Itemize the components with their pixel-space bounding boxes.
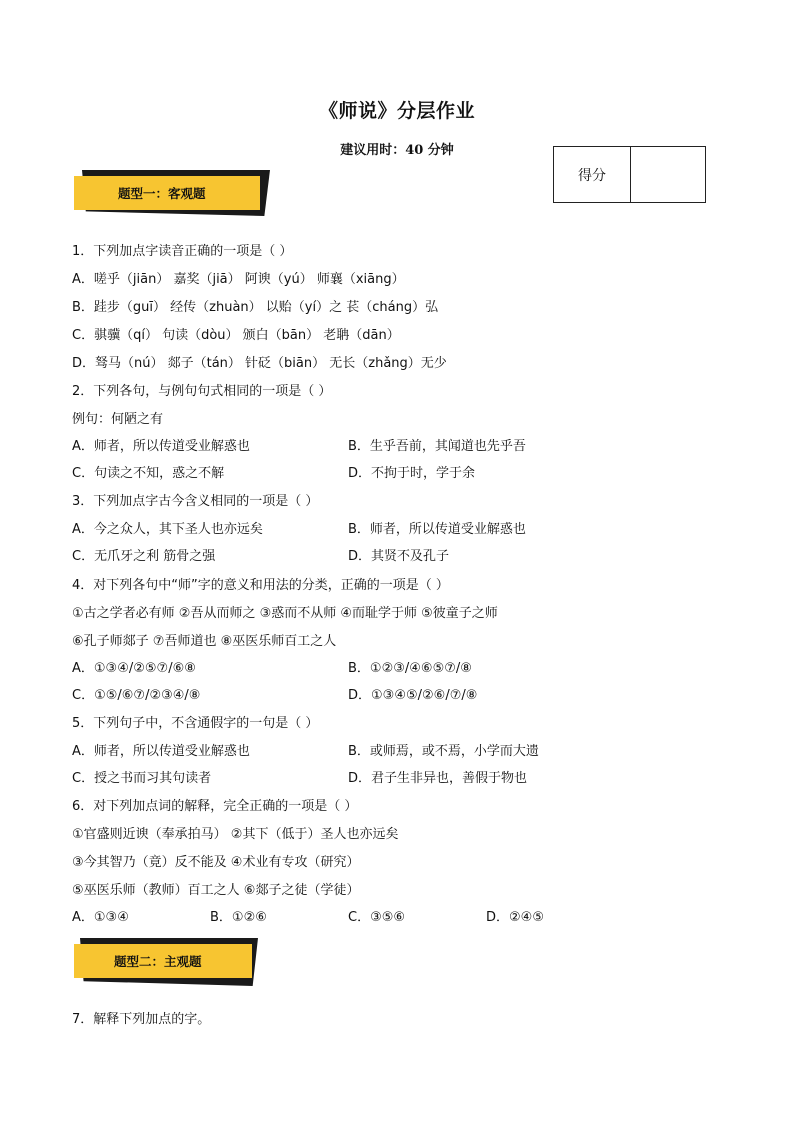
q3-option-b: B．师者，所以传道受业解惑也 (348, 522, 526, 537)
q3-option-d: D．其贤不及孔子 (348, 549, 450, 564)
q5-option-d: D．君子生非异也，善假于物也 (348, 771, 528, 786)
q3-option-c: C．无爪牙之利 筋骨之强 (72, 549, 216, 564)
q1-option-b: B．跬步（guī） 经传（zhuàn） 以贻（yí）之 苌（cháng）弘 (72, 300, 439, 315)
q2-option-d: D．不拘于时，学于余 (348, 466, 476, 481)
q3-option-a: A．今之众人，其下圣人也亦远矣 (72, 522, 263, 537)
q1-option-d: D．驽马（nú） 郯子（tán） 针砭（biān） 无长（zhǎng）无少 (72, 356, 447, 371)
q6-option-a: A．①③④ (72, 910, 129, 925)
q6-item-line2: ③今其智乃（竟）反不能及 ④术业有专攻（研究） (72, 855, 360, 870)
q5-option-b: B．或师焉，或不焉，小学而大遗 (348, 744, 539, 759)
q2-option-c: C．句读之不知，惑之不解 (72, 466, 225, 481)
suggested-time: 建议用时：40 分钟 (340, 143, 454, 158)
q2-option-b: B．生乎吾前，其闻道也先乎吾 (348, 439, 526, 454)
q4-option-c: C．①⑤/⑥⑦/②③④/⑧ (72, 688, 201, 703)
q4-option-a: A．①③④/②⑤⑦/⑥⑧ (72, 661, 196, 676)
section-banner-subjective (72, 938, 262, 984)
q7-stem: 7．解释下列加点的字。 (72, 1012, 211, 1027)
q5-option-a: A．师者，所以传道受业解惑也 (72, 744, 250, 759)
q5-stem: 5．下列句子中，不含通假字的一句是（ ） (72, 716, 319, 731)
score-label: 得分 (554, 147, 631, 202)
q5-option-c: C．授之书而习其句读者 (72, 771, 212, 786)
section-banner-objective (72, 170, 272, 216)
q2-stem: 2．下列各句，与例句句式相同的一项是（ ） (72, 384, 332, 399)
q4-items-line1: ①古之学者必有师 ②吾从而师之 ③惑而不从师 ④而耻学于师 ⑤彼童子之师 (72, 606, 498, 621)
q2-example: 例句：何陋之有 (72, 412, 164, 427)
q6-item-line1: ①官盛则近谀（奉承拍马） ②其下（低于）圣人也亦远矣 (72, 827, 399, 842)
q4-option-d: D．①③④⑤/②⑥/⑦/⑧ (348, 688, 478, 703)
q4-stem: 4．对下列各句中“师”字的意义和用法的分类，正确的一项是（ ） (72, 578, 449, 593)
q3-stem: 3．下列加点字古今含义相同的一项是（ ） (72, 494, 319, 509)
q4-option-b: B．①②③/④⑥⑤⑦/⑧ (348, 661, 472, 676)
q1-stem: 1．下列加点字读音正确的一项是（ ） (72, 244, 293, 259)
q1-option-a: A．嗟乎（jiān） 嘉奖（jiā） 阿谀（yú） 师襄（xiāng） (72, 272, 405, 287)
q6-option-c: C．③⑤⑥ (348, 910, 406, 925)
q2-option-a: A．师者，所以传道受业解惑也 (72, 439, 250, 454)
q6-option-d: D．②④⑤ (486, 910, 544, 925)
section-label: 题型二：主观题 (114, 954, 202, 969)
q6-option-b: B．①②⑥ (210, 910, 267, 925)
q6-stem: 6．对下列加点词的解释，完全正确的一项是（ ） (72, 799, 358, 814)
q4-items-line2: ⑥孔子师郯子 ⑦吾师道也 ⑧巫医乐师百工之人 (72, 634, 337, 649)
page-title: 《师说》分层作业 (318, 100, 475, 122)
score-box (553, 146, 706, 203)
q6-item-line3: ⑤巫医乐师（教师）百工之人 ⑥郯子之徒（学徒） (72, 883, 360, 898)
banner-label-box (74, 176, 260, 210)
score-value-field[interactable] (631, 147, 705, 202)
q1-option-c: C．骐骥（qí） 句读（dòu） 颁白（bān） 老聃（dān） (72, 328, 400, 343)
section-label: 题型一：客观题 (118, 186, 206, 201)
banner-label-box (74, 944, 252, 978)
